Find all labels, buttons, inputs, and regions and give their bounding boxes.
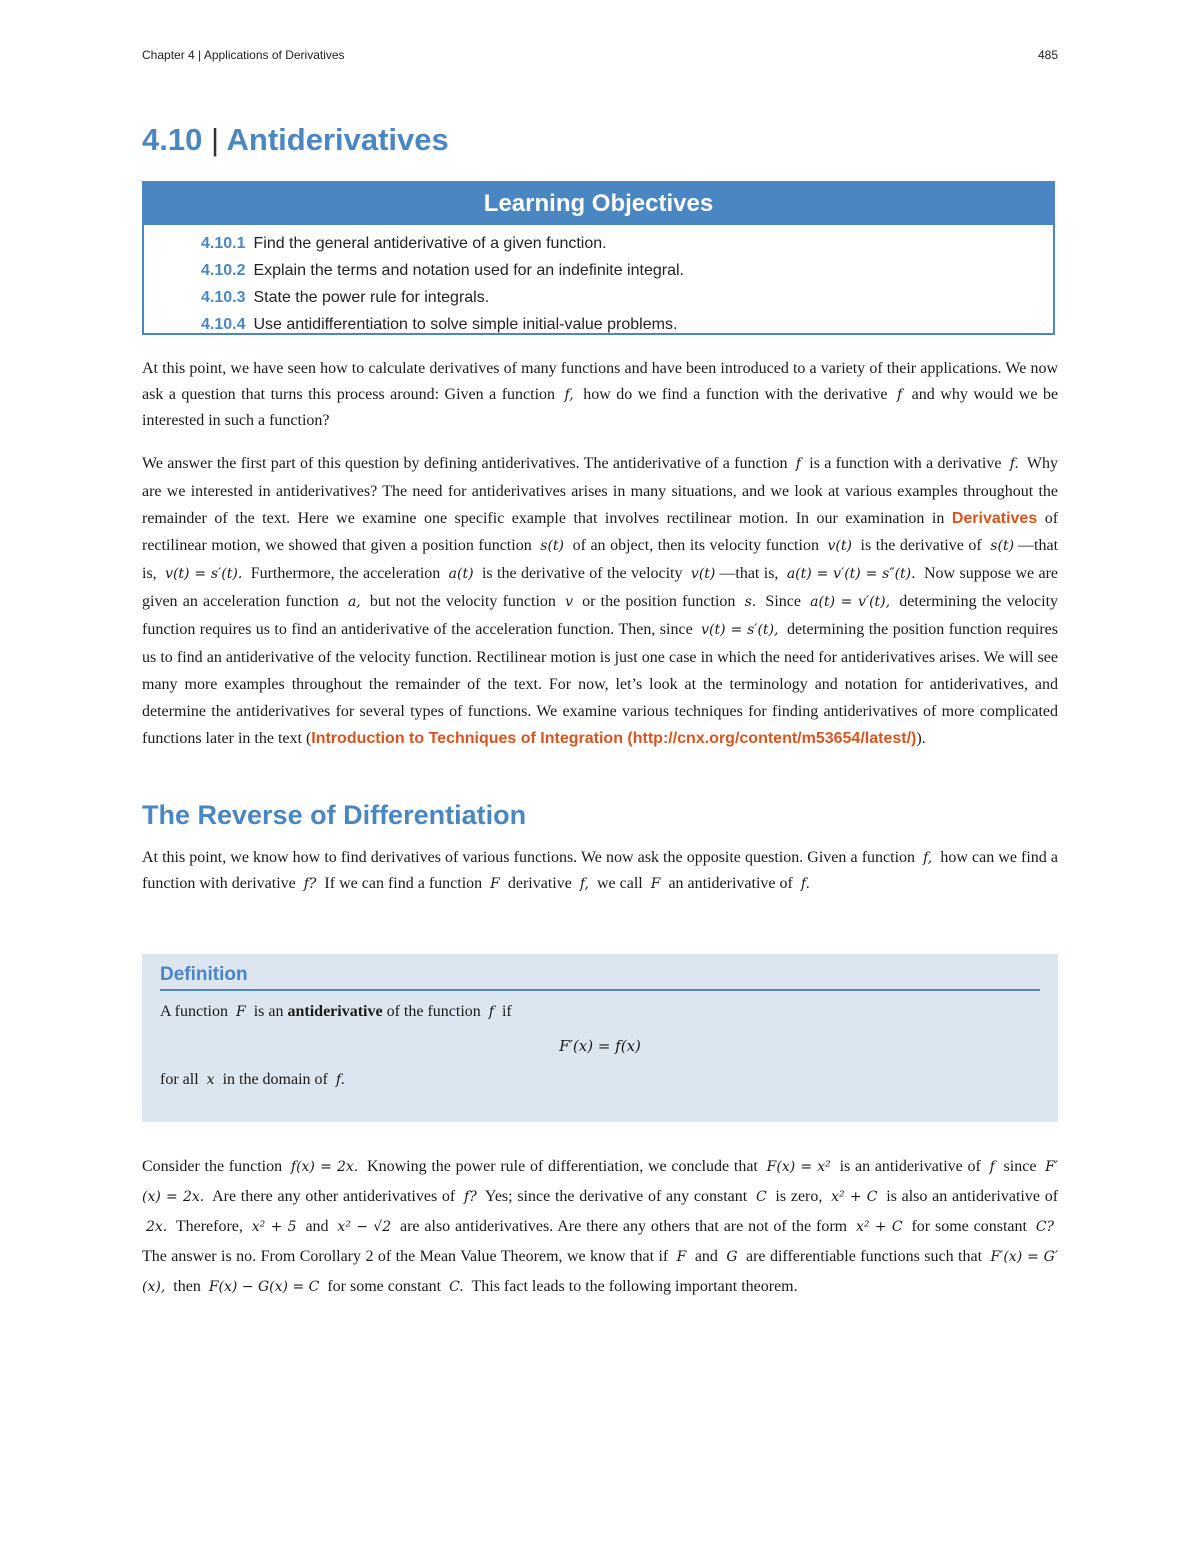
math-inline: F′(x) = 2x. (142, 1159, 1059, 1205)
math-inline: a(t) = v′(t), (810, 594, 891, 610)
text-run: for some constant (327, 1278, 442, 1295)
math-inline: f, (579, 876, 589, 892)
math-inline: f? (303, 876, 317, 892)
objective-text: Find the general antiderivative of a given function. (253, 235, 607, 252)
text-run: in the domain of (222, 1071, 328, 1088)
techniques-of-integration-link[interactable]: Introduction to Techniques of Integration (http://cnx.org/content/m53654/latest/) (311, 730, 917, 747)
text-run: is an (253, 1003, 284, 1020)
math-inline: F(x) − G(x) = C (208, 1279, 320, 1295)
text-run: If we can find a function (324, 875, 483, 892)
objective-number: 4.10.1 (201, 235, 246, 252)
objective-item (201, 230, 1053, 257)
reverse-differentiation-paragraph (142, 845, 1058, 897)
math-inline: a(t) = v′(t) = s″(t). (786, 566, 916, 582)
math-inline: G (726, 1249, 738, 1265)
math-inline: x² − √2 (337, 1219, 392, 1235)
text-run: and (694, 1248, 718, 1265)
text-run: an antiderivative of (668, 875, 793, 892)
subsection-title: The Reverse of Differentiation (142, 800, 527, 830)
text-run: At this point, we know how to find derivatives of various functions. We now ask the opposite question. Given a function (142, 849, 916, 866)
definition-equation: F′(x) = f(x) (559, 1037, 641, 1055)
math-inline: f (795, 456, 801, 472)
objective-text: Explain the terms and notation used for an indefinite integral. (253, 262, 684, 279)
text-run: and why would we be interested in such a function? (142, 386, 1059, 429)
math-inline: f. (800, 876, 810, 892)
text-run: This fact leads to the following important theorem. (471, 1278, 798, 1295)
text-run: The answer is no. From Corollary 2 of the Mean Value Theorem, we know that if (142, 1248, 669, 1265)
text-run: of rectilinear motion, we showed that given a position function (142, 510, 1059, 554)
text-run: if (501, 1003, 512, 1020)
text-run: is an antiderivative of (839, 1158, 981, 1175)
text-run: Consider the function (142, 1158, 283, 1175)
text-run: we call (596, 875, 643, 892)
math-inline: F′(x) = G′(x), (142, 1249, 1059, 1295)
math-inline: F (490, 876, 500, 892)
objective-number: 4.10.4 (201, 316, 246, 333)
text-run: for all (160, 1071, 199, 1088)
objective-text: State the power rule for integrals. (253, 289, 490, 306)
learning-objectives-box (142, 181, 1055, 335)
text-run: derivative (507, 875, 572, 892)
text-run: is a function with a derivative (809, 455, 1002, 472)
page-number: 485 (1037, 48, 1058, 62)
math-inline: v(t) (827, 538, 852, 554)
math-inline: s(t) (540, 538, 564, 554)
math-inline: x² + 5 (251, 1219, 297, 1235)
text-run: Why are we interested in antiderivatives? The need for antiderivatives arises in many situations, and we look at various examples throughout the remainder of the text. Here we examine one specific example that involves rectilinear motion. In our examination in (142, 455, 1059, 527)
math-inline: a(t) (448, 566, 474, 582)
definition-title: Definition (160, 964, 1040, 991)
text-run: are differentiable functions such that (746, 1248, 983, 1265)
section-name: Antiderivatives (226, 122, 449, 157)
math-inline: v(t) = s′(t), (701, 622, 779, 638)
math-inline: s(t) (990, 538, 1015, 554)
math-inline: F (676, 1249, 687, 1265)
math-inline: x² + C (831, 1189, 878, 1205)
math-inline: v(t) = s′(t). (165, 566, 243, 582)
text-run: Since (765, 593, 801, 610)
section-title (142, 122, 449, 158)
derivatives-link[interactable]: Derivatives (951, 510, 1038, 527)
learning-objectives-heading: Learning Objectives (144, 183, 1053, 225)
definition-box (142, 954, 1058, 1122)
objective-item (201, 284, 1053, 311)
text-run: how can we find a function with derivative (142, 849, 1058, 892)
text-run: We answer the first part of this question by defining antiderivatives. The antiderivative of a function (142, 455, 788, 472)
math-inline: F (650, 876, 661, 892)
text-run: Furthermore, the acceleration (250, 565, 441, 582)
text-run: are also antiderivatives. Are there any others that are not of the form (400, 1218, 848, 1235)
text-run: is the derivative of (860, 537, 982, 554)
text-run: ). (916, 730, 926, 747)
objective-number: 4.10.3 (201, 289, 246, 306)
math-inline: C (755, 1189, 767, 1205)
math-inline: v (565, 594, 573, 610)
objective-text: Use antidifferentiation to solve simple initial-value problems. (253, 316, 678, 333)
math-inline: v(t) (690, 566, 716, 582)
text-run: —that is, (719, 565, 779, 582)
text-run: A function (160, 1003, 228, 1020)
math-inline: f (896, 387, 903, 403)
rectilinear-paragraph (142, 450, 1058, 752)
chapter-title: Chapter 4 | Applications of Derivatives (142, 48, 345, 62)
text-run: is also an antiderivative of (886, 1188, 1059, 1205)
text-run: but not the velocity function (369, 593, 556, 610)
text-run: Now suppose we are given an acceleration function (142, 565, 1059, 610)
math-inline: x² + C (856, 1219, 903, 1235)
text-run: of the function (386, 1003, 481, 1020)
math-inline: F (236, 1004, 246, 1020)
antiderivative-example-paragraph (142, 1152, 1058, 1302)
text-run: At this point, we have seen how to calculate derivatives of many functions and have been introduced to a variety of their applications. We now ask a question that turns this process around: Given a function (142, 360, 1058, 403)
objective-item (201, 311, 1053, 338)
section-separator: | (210, 122, 220, 157)
definition-condition (160, 1069, 1040, 1091)
text-run: Are there any other antiderivatives of (212, 1188, 456, 1205)
definition-statement (160, 1001, 1040, 1023)
math-inline: f? (464, 1189, 477, 1205)
text-run: of an object, then its velocity function (572, 537, 819, 554)
text-run: or the position function (582, 593, 736, 610)
math-inline: C. (449, 1279, 464, 1295)
text-run: —that is, (142, 537, 1059, 582)
section-number: 4.10 (142, 122, 203, 157)
math-inline: f. (335, 1072, 346, 1088)
text-run: Yes; since the derivative of any constant (484, 1188, 748, 1205)
text-run: is the derivative of the velocity (481, 565, 683, 582)
math-inline: f. (1009, 456, 1019, 472)
text-run: determining the position function requires us to find an antiderivative of the velocity function. Rectilinear motion is just one case in which the need for antiderivatives arises. We will see many more examples throughout the remainder of the text. For now, let’s look at the terminology and notation for antiderivatives, and determine the antiderivatives for several types of functions. We examine various techniques for finding antiderivatives of more complicated functions later in the text ( (142, 621, 1059, 747)
math-inline: s. (744, 594, 757, 610)
math-inline: x (206, 1072, 215, 1088)
math-inline: f, (923, 850, 933, 866)
text-run: since (1003, 1158, 1037, 1175)
math-inline: f (488, 1004, 494, 1020)
text-run: and (305, 1218, 329, 1235)
learning-objectives-list (144, 230, 1053, 338)
math-inline: a, (347, 594, 361, 610)
math-inline: f, (564, 387, 574, 403)
objective-number: 4.10.2 (201, 262, 246, 279)
text-run: Therefore, (175, 1218, 243, 1235)
text-run: Knowing the power rule of differentiation, we conclude that (367, 1158, 758, 1175)
math-inline: f(x) = 2x. (290, 1159, 359, 1175)
intro-paragraph (142, 356, 1058, 434)
math-inline: C? (1035, 1219, 1055, 1235)
text-run: then (173, 1278, 201, 1295)
running-header (142, 48, 1058, 62)
math-inline: f (989, 1159, 995, 1175)
text-run: is zero, (775, 1188, 823, 1205)
text-run: determining the velocity function requires us to find an antiderivative of the acceleration function. Then, since (142, 593, 1059, 638)
text-run: how do we find a function with the derivative (583, 386, 888, 403)
objective-item (201, 257, 1053, 284)
text-run: for some constant (911, 1218, 1027, 1235)
defined-term: antiderivative (287, 1003, 383, 1020)
math-inline: 2x. (146, 1219, 168, 1235)
math-inline: F(x) = x² (766, 1159, 831, 1175)
